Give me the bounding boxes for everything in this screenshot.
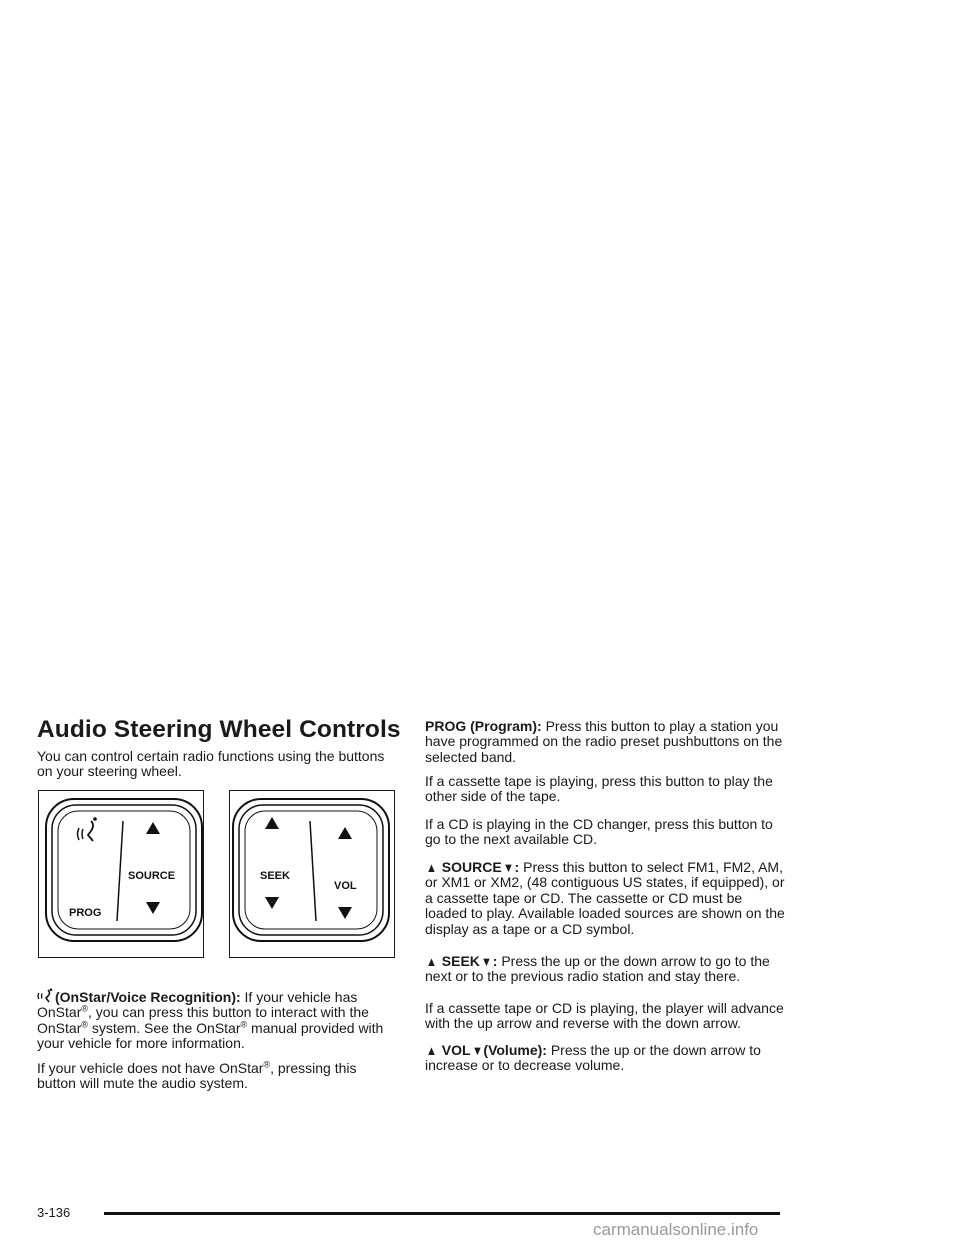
prog-heading: PROG (Program):: [425, 718, 542, 734]
onstar-paragraph: [37, 988, 399, 1052]
source-colon: :: [514, 859, 520, 875]
figure-left-controls: [38, 790, 204, 958]
source-heading: SOURCE: [441, 859, 502, 875]
page-title: Audio Steering Wheel Controls: [37, 716, 401, 743]
vol-paragraph: [425, 1043, 787, 1074]
onstar-text-2: , you can press this button to interact with the OnStar: [37, 1004, 369, 1036]
seek-up-arrow-icon: [265, 817, 279, 829]
up-arrow-icon: ▲: [425, 954, 437, 969]
watermark: carmanualsonline.info: [593, 1220, 759, 1239]
down-arrow-icon: ▼: [502, 860, 514, 875]
onstar-heading: (OnStar/Voice Recognition):: [55, 989, 241, 1005]
source-up-arrow-icon: [146, 822, 160, 834]
source-paragraph: [425, 860, 787, 937]
footer-rule: [104, 1212, 780, 1215]
prog-cassette-paragraph: If a cassette tape is playing, press this button to play the other side of the tape.: [425, 773, 773, 805]
registered-mark: ®: [81, 1003, 88, 1014]
onstar-mute-text-1: If your vehicle does not have OnStar: [37, 1060, 264, 1076]
voice-recognition-icon: [78, 817, 97, 841]
prog-paragraph: [425, 719, 787, 765]
onstar-mute-paragraph: [37, 1061, 399, 1092]
down-arrow-icon: ▼: [480, 954, 492, 969]
prog-cd-paragraph: If a CD is playing in the CD changer, press this button to go to the next available CD.: [425, 816, 773, 848]
left-controls-illustration: [39, 791, 205, 959]
prog-text: Press this button to play a station you have programmed on the radio preset pushbuttons on the selected band.: [425, 718, 783, 765]
intro-paragraph: You can control certain radio functions using the buttons on your steering wheel.: [37, 748, 385, 780]
source-button-label: SOURCE: [128, 870, 176, 882]
registered-mark: ®: [81, 1019, 88, 1030]
seek-button-label: SEEK: [260, 870, 290, 882]
onstar-text-1: If your vehicle has OnStar: [37, 989, 358, 1021]
vol-button-label: VOL: [334, 880, 357, 892]
vol-down-arrow-icon: [338, 907, 352, 919]
seek-cassette-paragraph: If a cassette tape or CD is playing, the player will advance with the up arrow and reverse with the down arrow.: [425, 1000, 784, 1032]
source-text: Press this button to select FM1, FM2, AM, or XM1 or XM2, (48 contiguous US states, if equipped), or a cassette tape or CD. The cassette or CD must be loaded to play. Available loaded sources are shown on the display as a tape or a CD symbol.: [425, 859, 785, 937]
figure-right-controls: [229, 790, 395, 958]
onstar-text-4: manual provided with your vehicle for more information.: [37, 1019, 384, 1052]
vol-text: Press the up or the down arrow to increase or to decrease volume.: [425, 1042, 761, 1074]
onstar-text-3: system. See the OnStar: [88, 1019, 241, 1036]
vol-heading: VOL: [441, 1042, 471, 1058]
voice-recognition-icon: [37, 988, 55, 1004]
down-arrow-icon: ▼: [471, 1043, 483, 1058]
page-number: 3-136: [37, 1205, 71, 1220]
seek-paragraph: [425, 954, 787, 985]
right-controls-illustration: [230, 791, 396, 959]
onstar-mute-text-2: , pressing this button will mute the audio system.: [37, 1060, 357, 1092]
prog-button-label: PROG: [69, 907, 102, 919]
seek-heading: SEEK: [441, 953, 480, 969]
registered-mark: ®: [263, 1059, 271, 1070]
up-arrow-icon: ▲: [425, 860, 437, 875]
seek-text: Press the up or the down arrow to go to the next or to the previous radio station and stay there.: [425, 953, 770, 985]
seek-down-arrow-icon: [265, 897, 279, 909]
seek-colon: :: [492, 953, 498, 969]
vol-heading-volume: (Volume):: [483, 1042, 547, 1058]
registered-mark: ®: [240, 1019, 248, 1030]
up-arrow-icon: ▲: [425, 1043, 437, 1058]
vol-up-arrow-icon: [338, 827, 352, 839]
source-down-arrow-icon: [146, 902, 160, 914]
